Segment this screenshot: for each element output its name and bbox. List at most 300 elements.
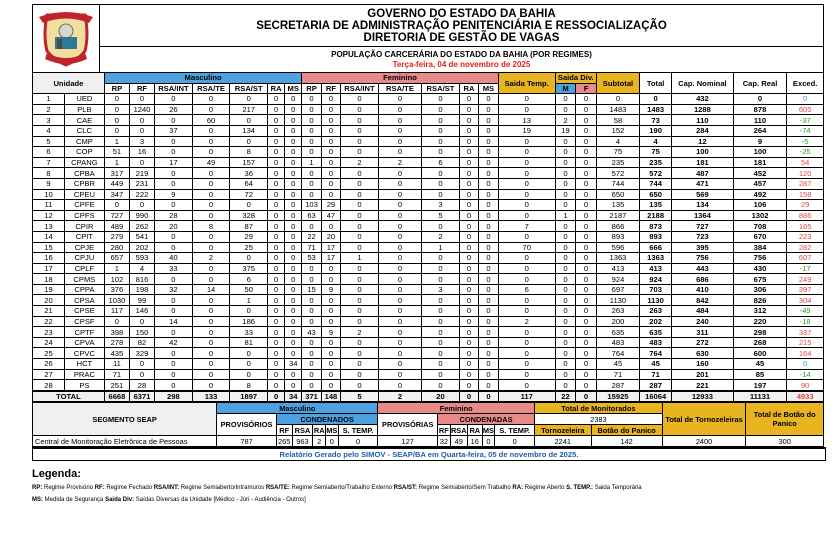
subtotal-value: 75 <box>596 147 639 158</box>
table-row <box>33 284 824 295</box>
cap-real-value: 670 <box>733 231 787 242</box>
segment-m-prov-value: 787 <box>217 436 277 447</box>
fem-value: 0 <box>302 337 321 348</box>
exced-value: 605 <box>787 104 824 115</box>
fem-value: 0 <box>321 115 340 126</box>
total-value: 287 <box>640 380 672 391</box>
saida-div-f-value: 0 <box>576 125 597 136</box>
saida-temp-value: 0 <box>498 306 555 317</box>
saida-div-f-value: 0 <box>576 168 597 179</box>
masc-value: 0 <box>285 125 302 136</box>
saida-temp-value: 0 <box>498 168 555 179</box>
masc-value: 0 <box>192 231 230 242</box>
table-row <box>33 274 824 285</box>
fem-value: 0 <box>378 306 421 317</box>
masc-value: 0 <box>104 125 129 136</box>
fem-value: 0 <box>341 316 379 327</box>
total-value: 764 <box>640 348 672 359</box>
masc-value: 222 <box>129 189 154 200</box>
table-row <box>33 221 824 232</box>
masc-value: 0 <box>230 348 268 359</box>
masc-value: 9 <box>155 189 193 200</box>
masc-value: 0 <box>285 94 302 105</box>
masc-value: 0 <box>192 369 230 380</box>
cap-nominal-value: 443 <box>672 263 734 274</box>
legend-title: Legenda: <box>32 468 81 481</box>
subtotal-value: 58 <box>596 115 639 126</box>
table-total-row <box>33 391 824 402</box>
saida-div-m-value: 0 <box>555 274 576 285</box>
row-number: 2 <box>33 104 65 115</box>
masc-value: 1 <box>104 263 129 274</box>
cap-real-value: 85 <box>733 369 787 380</box>
fem-value: 0 <box>422 306 460 317</box>
exced-value: -37 <box>787 115 824 126</box>
masc-value: 0 <box>155 147 193 158</box>
legend-key: MS: <box>32 497 43 504</box>
unit-code: CPFE <box>64 200 104 211</box>
cap-real-value: 264 <box>733 125 787 136</box>
fem-value: 0 <box>459 380 478 391</box>
fem-value: 0 <box>321 168 340 179</box>
masc-value: 0 <box>129 157 154 168</box>
masc-value: 0 <box>192 263 230 274</box>
segment-masculino: Masculino <box>217 403 378 414</box>
cap-nominal-value: 134 <box>672 200 734 211</box>
cap-real-value: 181 <box>733 157 787 168</box>
masc-value: 280 <box>104 242 129 253</box>
row-number: 14 <box>33 231 65 242</box>
fem-value: 0 <box>479 178 498 189</box>
unit-code: CPANG <box>64 157 104 168</box>
saida-div-m-value: 0 <box>555 189 576 200</box>
col-m-rsa-st: RSA/ST <box>230 83 268 94</box>
unit-code: CPBA <box>64 168 104 179</box>
subtotal-value: 0 <box>596 94 639 105</box>
saida-temp-value: 0 <box>498 210 555 221</box>
segment-feminino: Feminino <box>378 403 535 414</box>
fem-value: 0 <box>302 369 321 380</box>
unit-code: CAE <box>64 115 104 126</box>
fem-value: 0 <box>341 189 379 200</box>
fem-value: 29 <box>321 200 340 211</box>
fem-value: 0 <box>378 94 421 105</box>
table-row <box>33 231 824 242</box>
exced-value: 215 <box>787 337 824 348</box>
unit-code: CPPA <box>64 284 104 295</box>
masc-value: 990 <box>129 210 154 221</box>
fem-value: 0 <box>341 337 379 348</box>
fem-value: 0 <box>302 316 321 327</box>
fem-value: 0 <box>378 231 421 242</box>
saida-div-f-value: 0 <box>576 104 597 115</box>
segment-m-stemp: S. TEMP. <box>338 425 378 436</box>
fem-value: 6 <box>422 157 460 168</box>
fem-value: 2 <box>341 327 379 338</box>
fem-value: 0 <box>321 337 340 348</box>
unit-code: CPTF <box>64 327 104 338</box>
masc-value: 376 <box>104 284 129 295</box>
masc-value: 1240 <box>129 104 154 115</box>
table-row <box>33 168 824 179</box>
masc-value: 0 <box>230 253 268 264</box>
fem-value: 22 <box>302 231 321 242</box>
masc-value: 0 <box>192 200 230 211</box>
masc-value: 0 <box>285 104 302 115</box>
masc-value: 251 <box>104 380 129 391</box>
fem-value: 0 <box>459 284 478 295</box>
subtotal-value: 2187 <box>596 210 639 221</box>
fem-value: 0 <box>378 253 421 264</box>
legend <box>32 482 836 506</box>
fem-value: 0 <box>321 359 340 370</box>
exced-value: -14 <box>787 369 824 380</box>
masc-value: 0 <box>268 359 285 370</box>
fem-value: 53 <box>302 253 321 264</box>
saida-div-f-value: 0 <box>576 242 597 253</box>
cap-nominal-value: 484 <box>672 306 734 317</box>
masc-value: 146 <box>129 306 154 317</box>
masc-value: 0 <box>268 221 285 232</box>
fem-value: 0 <box>479 263 498 274</box>
masc-value: 0 <box>192 359 230 370</box>
fem-value: 0 <box>302 168 321 179</box>
fem-value: 0 <box>459 359 478 370</box>
fem-value: 0 <box>422 263 460 274</box>
fem-value: 0 <box>479 200 498 211</box>
fem-value: 0 <box>302 115 321 126</box>
subtotal-value: 4 <box>596 136 639 147</box>
row-number: 28 <box>33 380 65 391</box>
fem-value: 0 <box>378 274 421 285</box>
masc-value: 0 <box>192 104 230 115</box>
segment-m-ra: RA <box>313 425 325 435</box>
fem-value: 103 <box>302 200 321 211</box>
fem-value: 0 <box>422 115 460 126</box>
saida-div-m-value: 22 <box>555 391 576 402</box>
fem-value: 0 <box>479 231 498 242</box>
row-number: 7 <box>33 157 65 168</box>
row-number: 25 <box>33 348 65 359</box>
cap-real-value: 100 <box>733 147 787 158</box>
legend-value: Regime Aberto <box>524 485 565 492</box>
total-value: 893 <box>640 231 672 242</box>
fem-value: 0 <box>459 253 478 264</box>
cap-real-value: 45 <box>733 359 787 370</box>
subtotal-value: 263 <box>596 306 639 317</box>
fem-value: 0 <box>378 380 421 391</box>
fem-value: 0 <box>422 316 460 327</box>
fem-value: 0 <box>321 274 340 285</box>
exced-value: 397 <box>787 284 824 295</box>
masc-value: 0 <box>285 157 302 168</box>
fem-value: 0 <box>321 263 340 274</box>
total-value: 263 <box>640 306 672 317</box>
masc-value: 0 <box>268 274 285 285</box>
col-f-rp: RP <box>302 83 321 94</box>
masc-value: 0 <box>285 348 302 359</box>
table-row <box>33 359 824 370</box>
cap-real-value: 457 <box>733 178 787 189</box>
fem-value: 0 <box>341 200 379 211</box>
fem-value: 0 <box>341 125 379 136</box>
fem-value: 0 <box>422 147 460 158</box>
unit-code: CPIT <box>64 231 104 242</box>
masc-value: 0 <box>268 380 285 391</box>
fem-value: 0 <box>479 284 498 295</box>
legend-key: RSA/TE: <box>265 485 290 492</box>
cap-nominal-value: 110 <box>672 115 734 126</box>
masc-value: 0 <box>192 189 230 200</box>
saida-div-m-value: 0 <box>555 242 576 253</box>
saida-div-m-value: 0 <box>555 253 576 264</box>
saida-div-m-value: 0 <box>555 380 576 391</box>
total-value: 873 <box>640 221 672 232</box>
masc-value: 0 <box>230 306 268 317</box>
fem-value: 0 <box>341 210 379 221</box>
segment-total-monitorados: Total de Monitorados <box>535 403 663 414</box>
fem-value: 5 <box>341 391 379 402</box>
masc-value: 0 <box>192 147 230 158</box>
masc-value: 0 <box>268 306 285 317</box>
masc-value: 150 <box>129 327 154 338</box>
masc-value: 3 <box>129 136 154 147</box>
fem-value: 0 <box>422 359 460 370</box>
masc-value: 0 <box>192 274 230 285</box>
masc-value: 0 <box>268 168 285 179</box>
saida-div-f-value: 0 <box>576 200 597 211</box>
unit-code: CPSA <box>64 295 104 306</box>
masc-value: 0 <box>285 263 302 274</box>
masc-value: 0 <box>268 253 285 264</box>
saida-div-f-value: 0 <box>576 253 597 264</box>
masc-value: 134 <box>230 125 268 136</box>
saida-temp-value: 117 <box>498 391 555 402</box>
cap-real-value: 452 <box>733 168 787 179</box>
segment-botao: Botão do Panico <box>591 425 662 436</box>
masc-value: 0 <box>155 380 193 391</box>
fem-value: 0 <box>341 147 379 158</box>
fem-value: 0 <box>479 274 498 285</box>
fem-value: 0 <box>302 274 321 285</box>
total-value: 924 <box>640 274 672 285</box>
fem-value: 0 <box>459 125 478 136</box>
legend-key: RF: <box>94 485 105 492</box>
segment-f-prov-value: 127 <box>378 436 438 447</box>
table-row <box>33 189 824 200</box>
table-row <box>33 348 824 359</box>
masc-value: 0 <box>230 359 268 370</box>
legend-line-2 <box>32 494 836 506</box>
saida-temp-value: 0 <box>498 274 555 285</box>
masc-value: 102 <box>104 274 129 285</box>
masc-value: 0 <box>268 210 285 221</box>
legend-value: Saídas Diversas da Unidade [Médico - Júri - Audiência - Outros] <box>135 497 306 504</box>
subtotal-value: 924 <box>596 274 639 285</box>
row-number: 20 <box>33 295 65 306</box>
segment-tornozeleira-value: 2241 <box>535 436 592 447</box>
masc-value: 0 <box>268 327 285 338</box>
subtotal-value: 596 <box>596 242 639 253</box>
table-row <box>33 210 824 221</box>
masc-value: 217 <box>230 104 268 115</box>
masc-value: 8 <box>192 221 230 232</box>
segment-f-rf-value: 32 <box>438 436 451 447</box>
segment-m-rsa: RSA <box>292 425 313 436</box>
fem-value: 0 <box>479 380 498 391</box>
saida-div-f-value: 0 <box>576 380 597 391</box>
masc-value: 11 <box>104 359 129 370</box>
masc-value: 0 <box>268 391 285 402</box>
total-value: 75 <box>640 147 672 158</box>
row-number: 10 <box>33 189 65 200</box>
total-value: 16064 <box>640 391 672 402</box>
unit-code: CPSE <box>64 306 104 317</box>
masc-value: 8 <box>230 380 268 391</box>
col-cap-real: Cap. Real <box>733 73 787 94</box>
unit-code: PS <box>64 380 104 391</box>
fem-value: 0 <box>459 231 478 242</box>
masc-value: 317 <box>104 168 129 179</box>
col-m-rf: RF <box>129 83 154 94</box>
fem-value: 0 <box>422 136 460 147</box>
masc-value: 0 <box>104 200 129 211</box>
fem-value: 0 <box>479 391 498 402</box>
subtotal-value: 764 <box>596 348 639 359</box>
fem-value: 0 <box>341 231 379 242</box>
masc-value: 0 <box>285 231 302 242</box>
cap-nominal-value: 471 <box>672 178 734 189</box>
masc-value: 0 <box>285 380 302 391</box>
fem-value: 0 <box>479 327 498 338</box>
saida-div-m-value: 0 <box>555 200 576 211</box>
exced-value: 223 <box>787 231 824 242</box>
masc-value: 0 <box>192 136 230 147</box>
fem-value: 0 <box>378 189 421 200</box>
saida-div-m-value: 0 <box>555 369 576 380</box>
table-row <box>33 295 824 306</box>
cap-nominal-value: 756 <box>672 253 734 264</box>
subtotal-value: 1130 <box>596 295 639 306</box>
total-value: 235 <box>640 157 672 168</box>
cap-nominal-value: 311 <box>672 327 734 338</box>
masc-value: 72 <box>230 189 268 200</box>
total-value: 1130 <box>640 295 672 306</box>
cap-real-value: 220 <box>733 316 787 327</box>
masc-value: 0 <box>268 104 285 115</box>
legend-line-1 <box>32 482 836 494</box>
population-table <box>32 72 824 402</box>
table-row <box>33 369 824 380</box>
saida-div-f-value: 0 <box>576 136 597 147</box>
masc-value: 17 <box>155 157 193 168</box>
fem-value: 0 <box>459 189 478 200</box>
segment-title: SEGMENTO SEAP <box>33 403 217 436</box>
cap-nominal-value: 410 <box>672 284 734 295</box>
fem-value: 0 <box>321 104 340 115</box>
masc-value: 0 <box>268 147 285 158</box>
masc-value: 87 <box>230 221 268 232</box>
segment-f-stemp: S. TEMP. <box>495 425 535 436</box>
total-value: 2188 <box>640 210 672 221</box>
masc-value: 157 <box>230 157 268 168</box>
table-row <box>33 327 824 338</box>
col-subtotal: Subtotal <box>596 73 639 94</box>
masc-value: 0 <box>192 295 230 306</box>
fem-value: 9 <box>321 284 340 295</box>
subtotal-value: 866 <box>596 221 639 232</box>
fem-value: 0 <box>422 253 460 264</box>
fem-value: 0 <box>459 115 478 126</box>
masc-value: 279 <box>104 231 129 242</box>
table-row <box>33 178 824 189</box>
row-number: 21 <box>33 306 65 317</box>
saida-div-m-value: 0 <box>555 136 576 147</box>
fem-value: 0 <box>479 136 498 147</box>
fem-value: 17 <box>321 253 340 264</box>
masc-value: 0 <box>285 115 302 126</box>
fem-value: 0 <box>479 359 498 370</box>
masc-value: 0 <box>129 94 154 105</box>
fem-value: 0 <box>479 369 498 380</box>
masc-value: 0 <box>155 200 193 211</box>
masc-value: 262 <box>129 221 154 232</box>
fem-value: 0 <box>422 369 460 380</box>
fem-value: 20 <box>321 231 340 242</box>
subtotal-value: 135 <box>596 200 639 211</box>
fem-value: 0 <box>378 221 421 232</box>
cap-real-value: 826 <box>733 295 787 306</box>
masc-value: 0 <box>230 115 268 126</box>
unit-code: CPLF <box>64 263 104 274</box>
saida-div-m-value: 0 <box>555 263 576 274</box>
fem-value: 9 <box>321 327 340 338</box>
saida-div-m-value: 2 <box>555 115 576 126</box>
masc-value: 0 <box>268 136 285 147</box>
row-number: 5 <box>33 136 65 147</box>
saida-div-f-value: 0 <box>576 221 597 232</box>
fem-value: 0 <box>321 147 340 158</box>
cap-nominal-value: 201 <box>672 369 734 380</box>
masc-value: 0 <box>129 125 154 136</box>
segment-tornozeleira: Tornozeleira <box>535 425 592 436</box>
masc-value: 32 <box>155 284 193 295</box>
fem-value: 0 <box>479 221 498 232</box>
saida-div-f-value: 0 <box>576 210 597 221</box>
saida-div-m-value: 0 <box>555 359 576 370</box>
masc-value: 0 <box>285 221 302 232</box>
fem-value: 15 <box>302 284 321 295</box>
masc-value: 1897 <box>230 391 268 402</box>
fem-value: 0 <box>302 125 321 136</box>
cap-real-value: 1302 <box>733 210 787 221</box>
exced-value: 607 <box>787 253 824 264</box>
fem-value: 0 <box>321 348 340 359</box>
fem-value: 0 <box>422 274 460 285</box>
segment-m-rf: RF <box>276 425 292 436</box>
penitentiary-police-badge-icon <box>37 5 95 67</box>
fem-value: 148 <box>321 391 340 402</box>
masc-value: 0 <box>192 210 230 221</box>
col-unidade: Unidade <box>33 73 105 94</box>
unit-code: CPVC <box>64 348 104 359</box>
fem-value: 0 <box>459 221 478 232</box>
saida-temp-value: 0 <box>498 136 555 147</box>
saida-temp-value: 0 <box>498 231 555 242</box>
unit-code: CPBR <box>64 178 104 189</box>
saida-div-f-value: 0 <box>576 369 597 380</box>
fem-value: 2 <box>378 391 421 402</box>
